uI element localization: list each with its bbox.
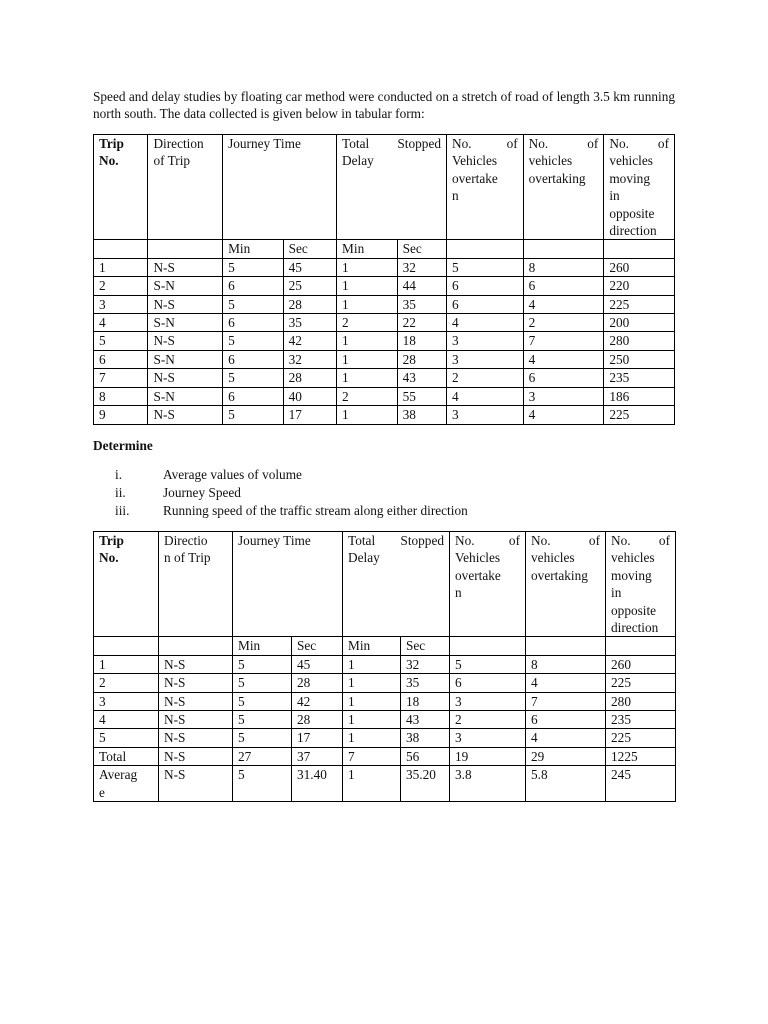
table-row bbox=[94, 369, 675, 387]
table-cell: 2 bbox=[94, 674, 159, 692]
table-cell: 1 bbox=[343, 655, 401, 673]
intro-paragraph: Speed and delay studies by floating car method were conducted on a stretch of road of length 3.5 km running north south. The data collected is given below in tabular form: bbox=[93, 89, 675, 121]
list-item-number: i. bbox=[115, 467, 123, 482]
table-cell: 4 bbox=[523, 350, 604, 368]
table-cell: 45 bbox=[283, 258, 336, 276]
table-cell: 1 bbox=[343, 729, 401, 747]
table-cell: 5 bbox=[223, 295, 284, 313]
table-cell: 245 bbox=[606, 766, 676, 802]
table-row bbox=[94, 277, 675, 295]
table-cell: 44 bbox=[397, 277, 446, 295]
table-cell: 2 bbox=[94, 277, 148, 295]
table-subheader-row bbox=[94, 240, 675, 258]
table-cell: 2 bbox=[337, 387, 398, 405]
table-cell: 6 bbox=[94, 350, 148, 368]
table-cell: 28 bbox=[283, 295, 336, 313]
table-cell: 2 bbox=[447, 369, 524, 387]
table-cell: 43 bbox=[397, 369, 446, 387]
header-overtaken: No. of Vehicles overtake n bbox=[447, 135, 524, 240]
table-subheader-row bbox=[94, 637, 676, 655]
subheader-min: Min bbox=[343, 637, 401, 655]
table-cell: 6 bbox=[447, 277, 524, 295]
table-cell: 6 bbox=[223, 350, 284, 368]
table-cell: N-S bbox=[148, 369, 223, 387]
table-cell: 5 bbox=[233, 766, 292, 802]
table-cell: N-S bbox=[159, 692, 233, 710]
table-cell: N-S bbox=[148, 332, 223, 350]
table-cell: 9 bbox=[94, 406, 148, 424]
table-cell: 4 bbox=[526, 674, 606, 692]
table-cell: 2 bbox=[337, 314, 398, 332]
table-cell: S-N bbox=[148, 350, 223, 368]
table-cell: 42 bbox=[283, 332, 336, 350]
table-row bbox=[94, 332, 675, 350]
subheader-min: Min bbox=[223, 240, 284, 258]
table-cell: 7 bbox=[526, 692, 606, 710]
header-journey-time: Journey Time bbox=[223, 135, 337, 240]
table-cell: S-N bbox=[148, 387, 223, 405]
task-list bbox=[93, 466, 653, 520]
subheader-sec: Sec bbox=[397, 240, 446, 258]
table-cell: 37 bbox=[292, 747, 343, 765]
table-cell: 5 bbox=[223, 406, 284, 424]
table-cell: 32 bbox=[283, 350, 336, 368]
list-item-number: ii. bbox=[115, 485, 126, 500]
table-cell: 7 bbox=[94, 369, 148, 387]
table-cell: 22 bbox=[397, 314, 446, 332]
table-cell: 250 bbox=[604, 350, 675, 368]
table-cell: 6 bbox=[223, 314, 284, 332]
table-cell: 225 bbox=[604, 295, 675, 313]
table-cell: 6 bbox=[447, 295, 524, 313]
table-cell: 5 bbox=[233, 655, 292, 673]
determine-heading: Determine bbox=[93, 438, 153, 453]
header-stopped-delay: Total Stopped Delay bbox=[337, 135, 447, 240]
header-trip-no: Trip No. bbox=[94, 135, 148, 240]
list-item bbox=[93, 502, 653, 520]
table-cell: 8 bbox=[94, 387, 148, 405]
table-cell: N-S bbox=[159, 655, 233, 673]
table-cell: 17 bbox=[292, 729, 343, 747]
list-item-text: Journey Speed bbox=[163, 485, 241, 500]
list-item-text: Running speed of the traffic stream along either direction bbox=[163, 503, 468, 518]
table-cell: 1 bbox=[337, 369, 398, 387]
table-cell: 19 bbox=[450, 747, 526, 765]
table-cell: 6 bbox=[526, 711, 606, 729]
table-cell: 6 bbox=[223, 387, 284, 405]
table-cell: 7 bbox=[343, 747, 401, 765]
table-cell: 225 bbox=[606, 729, 676, 747]
table-row bbox=[94, 711, 676, 729]
table-cell: 27 bbox=[233, 747, 292, 765]
table-cell: 235 bbox=[604, 369, 675, 387]
table-cell: 28 bbox=[292, 711, 343, 729]
header-overtaking: No. of vehicles overtaking bbox=[523, 135, 604, 240]
table-cell: S-N bbox=[148, 314, 223, 332]
table-cell: 18 bbox=[401, 692, 450, 710]
table-cell: 3 bbox=[523, 387, 604, 405]
table-cell: 1 bbox=[337, 258, 398, 276]
header-opposite: No. of vehicles moving in opposite direction bbox=[606, 532, 676, 637]
table-cell: 32 bbox=[397, 258, 446, 276]
subheader-min: Min bbox=[337, 240, 398, 258]
table-cell: 7 bbox=[523, 332, 604, 350]
table-cell: 5.8 bbox=[526, 766, 606, 802]
table-cell: 3.8 bbox=[450, 766, 526, 802]
table-cell: 5 bbox=[450, 655, 526, 673]
table-cell: 32 bbox=[401, 655, 450, 673]
table-cell: N-S bbox=[148, 295, 223, 313]
table-cell: 6 bbox=[523, 369, 604, 387]
table-cell: 280 bbox=[604, 332, 675, 350]
header-opposite: No. of vehicles moving in opposite direction bbox=[604, 135, 675, 240]
list-item bbox=[93, 466, 653, 484]
table-cell: 35.20 bbox=[401, 766, 450, 802]
list-item-number: iii. bbox=[115, 503, 130, 518]
table-cell: 4 bbox=[94, 711, 159, 729]
table-cell: 4 bbox=[526, 729, 606, 747]
table-cell: 55 bbox=[397, 387, 446, 405]
table-cell: 5 bbox=[223, 369, 284, 387]
table-cell: 4 bbox=[523, 295, 604, 313]
header-stopped-delay: Total Stopped Delay bbox=[343, 532, 450, 637]
table-cell: 25 bbox=[283, 277, 336, 295]
table-cell: 1 bbox=[343, 692, 401, 710]
table-cell: 200 bbox=[604, 314, 675, 332]
table-cell: 5 bbox=[223, 332, 284, 350]
table-row bbox=[94, 655, 676, 673]
table-cell: N-S bbox=[148, 406, 223, 424]
table-cell: 4 bbox=[447, 387, 524, 405]
table-cell: 1 bbox=[337, 295, 398, 313]
average-label: Averag e bbox=[94, 766, 159, 802]
table-cell: 6 bbox=[450, 674, 526, 692]
table-cell: 8 bbox=[526, 655, 606, 673]
table-row bbox=[94, 747, 676, 765]
table-cell: 42 bbox=[292, 692, 343, 710]
table-cell: 4 bbox=[523, 406, 604, 424]
table-cell: 1 bbox=[343, 674, 401, 692]
table-cell: 38 bbox=[397, 406, 446, 424]
table-cell: 3 bbox=[447, 350, 524, 368]
table-row bbox=[94, 692, 676, 710]
table-cell: 3 bbox=[450, 692, 526, 710]
header-direction: Directio n of Trip bbox=[159, 532, 233, 637]
table-cell: N-S bbox=[148, 258, 223, 276]
north-south-summary-table bbox=[93, 531, 676, 802]
table-cell: 5 bbox=[233, 711, 292, 729]
subheader-sec: Sec bbox=[283, 240, 336, 258]
table-row bbox=[94, 350, 675, 368]
list-item bbox=[93, 484, 653, 502]
table-cell: 18 bbox=[397, 332, 446, 350]
subheader-min: Min bbox=[233, 637, 292, 655]
table-header-row bbox=[94, 532, 676, 637]
table-cell: 220 bbox=[604, 277, 675, 295]
table-row bbox=[94, 674, 676, 692]
table-cell: 8 bbox=[523, 258, 604, 276]
table-cell: 280 bbox=[606, 692, 676, 710]
table-cell: Total bbox=[94, 747, 159, 765]
table-cell: 2 bbox=[523, 314, 604, 332]
table-cell: 225 bbox=[606, 674, 676, 692]
table-cell: 56 bbox=[401, 747, 450, 765]
table-cell: N-S bbox=[159, 747, 233, 765]
table-cell: 5 bbox=[94, 729, 159, 747]
table-cell: 40 bbox=[283, 387, 336, 405]
header-direction: Direction of Trip bbox=[148, 135, 223, 240]
table-row bbox=[94, 387, 675, 405]
table-cell: 28 bbox=[283, 369, 336, 387]
header-journey-time: Journey Time bbox=[233, 532, 343, 637]
table-cell: 1 bbox=[343, 711, 401, 729]
table-cell: 4 bbox=[447, 314, 524, 332]
table-row bbox=[94, 295, 675, 313]
table-cell: 235 bbox=[606, 711, 676, 729]
header-overtaking: No. of vehicles overtaking bbox=[526, 532, 606, 637]
table-cell: 1225 bbox=[606, 747, 676, 765]
table-cell: 28 bbox=[397, 350, 446, 368]
table-cell: 6 bbox=[223, 277, 284, 295]
table-row bbox=[94, 729, 676, 747]
table-cell: 3 bbox=[447, 406, 524, 424]
table-cell: 1 bbox=[337, 406, 398, 424]
table-cell: 3 bbox=[450, 729, 526, 747]
table-row bbox=[94, 406, 675, 424]
table-header-row bbox=[94, 135, 675, 240]
table-cell: 1 bbox=[94, 258, 148, 276]
table-cell: 1 bbox=[337, 277, 398, 295]
table-cell: 43 bbox=[401, 711, 450, 729]
table-cell: 5 bbox=[233, 692, 292, 710]
table-body bbox=[94, 258, 675, 424]
subheader-sec: Sec bbox=[292, 637, 343, 655]
table-cell: 5 bbox=[94, 332, 148, 350]
table-cell: 45 bbox=[292, 655, 343, 673]
table-cell: 6 bbox=[523, 277, 604, 295]
table-cell: 1 bbox=[343, 766, 401, 802]
table-cell: S-N bbox=[148, 277, 223, 295]
table-row bbox=[94, 258, 675, 276]
average-row bbox=[94, 766, 676, 802]
table-cell: N-S bbox=[159, 729, 233, 747]
table-cell: 28 bbox=[292, 674, 343, 692]
table-cell: 1 bbox=[337, 332, 398, 350]
table-cell: 35 bbox=[283, 314, 336, 332]
table-cell: 5 bbox=[223, 258, 284, 276]
table-body bbox=[94, 655, 676, 765]
table-cell: 5 bbox=[233, 729, 292, 747]
subheader-sec: Sec bbox=[401, 637, 450, 655]
table-cell: 31.40 bbox=[292, 766, 343, 802]
table-cell: 1 bbox=[337, 350, 398, 368]
table-cell: 35 bbox=[397, 295, 446, 313]
table-cell: 5 bbox=[233, 674, 292, 692]
table-cell: 3 bbox=[94, 295, 148, 313]
table-cell: 225 bbox=[604, 406, 675, 424]
table-cell: 3 bbox=[94, 692, 159, 710]
table-cell: 4 bbox=[94, 314, 148, 332]
table-cell: 2 bbox=[450, 711, 526, 729]
table-cell: 5 bbox=[447, 258, 524, 276]
table-cell: N-S bbox=[159, 711, 233, 729]
table-cell: 17 bbox=[283, 406, 336, 424]
table-cell: 1 bbox=[94, 655, 159, 673]
table-cell: N-S bbox=[159, 674, 233, 692]
list-item-text: Average values of volume bbox=[163, 467, 302, 482]
table-cell: 260 bbox=[604, 258, 675, 276]
table-cell: 3 bbox=[447, 332, 524, 350]
table-cell: 260 bbox=[606, 655, 676, 673]
header-overtaken: No. of Vehicles overtake n bbox=[450, 532, 526, 637]
table-row bbox=[94, 314, 675, 332]
table-cell: 29 bbox=[526, 747, 606, 765]
speed-delay-table bbox=[93, 134, 675, 425]
table-cell: 35 bbox=[401, 674, 450, 692]
table-cell: N-S bbox=[159, 766, 233, 802]
table-cell: 186 bbox=[604, 387, 675, 405]
header-trip-no: Trip No. bbox=[94, 532, 159, 637]
table-cell: 38 bbox=[401, 729, 450, 747]
